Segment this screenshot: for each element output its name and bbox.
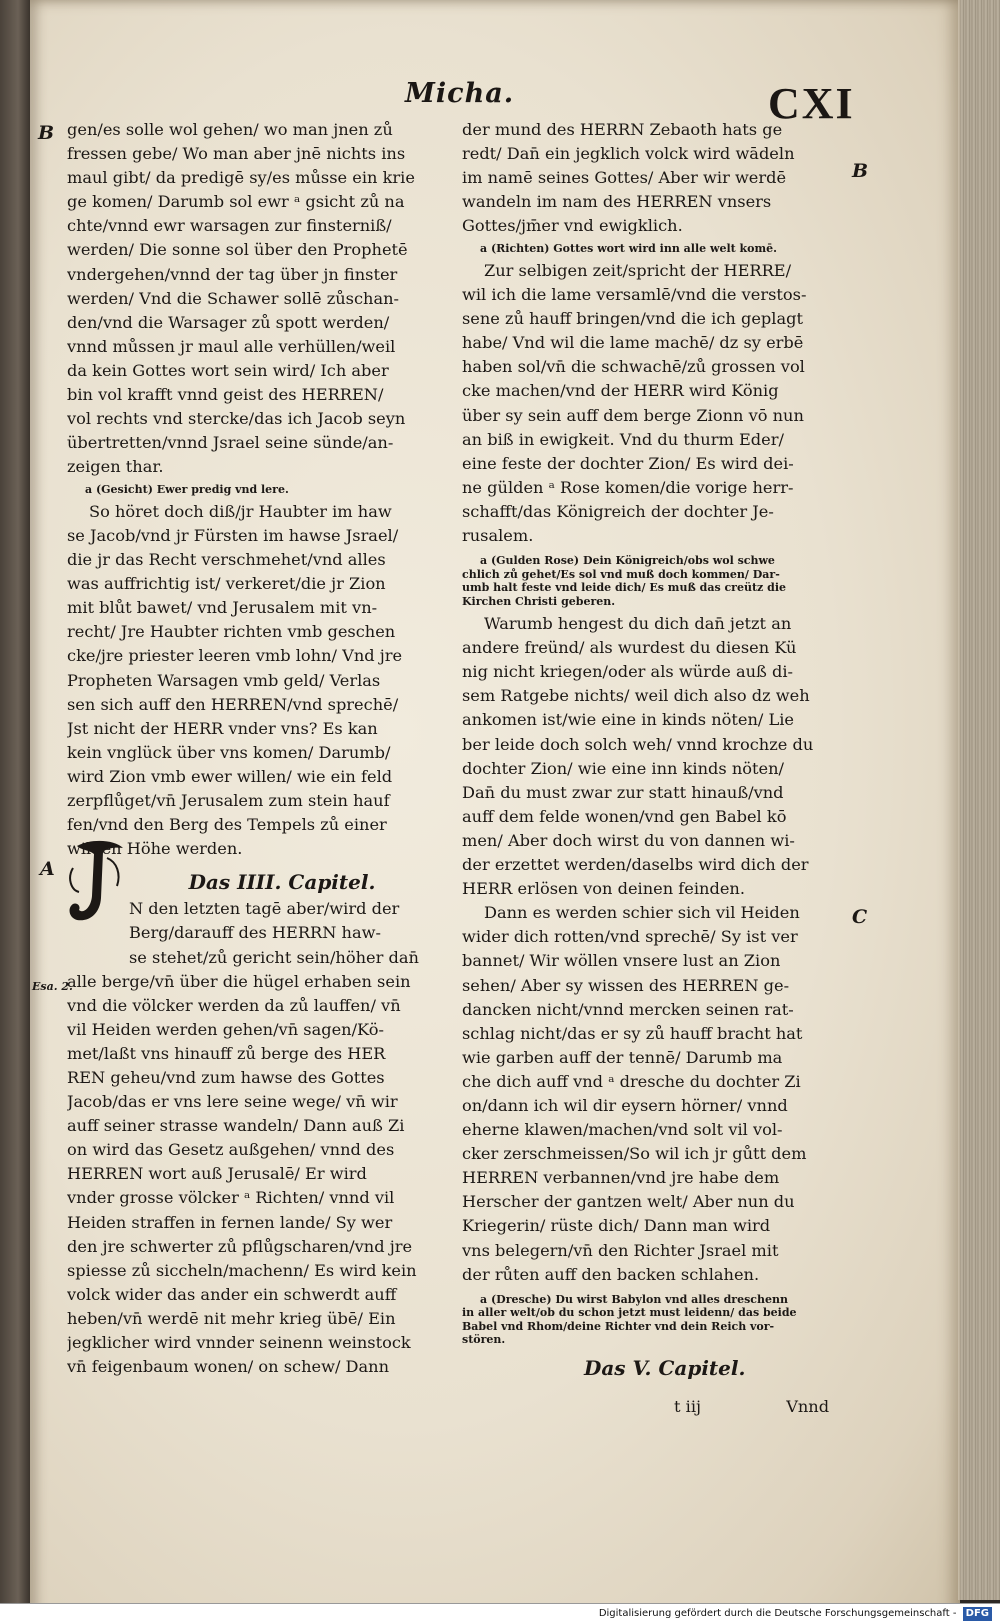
gloss-note-block	[462, 1293, 847, 1347]
text-line: fen/vnd den Berg des Tempels zů einer	[67, 815, 387, 835]
text-line: jegklicher wird vnnder seinenn weinstock	[67, 1333, 411, 1352]
text-line: che dich auff vnd ᵃ dresche du dochter Zi	[462, 1071, 801, 1091]
text-line: cke machen/vnd der HERR wird König	[462, 381, 779, 401]
text-line: cker zerschmeissen/So wil ich jr gůtt dem	[462, 1144, 807, 1164]
text-line: vndergehen/vnnd der tag über jn finster	[67, 264, 398, 284]
text-line: zeigen thar.	[67, 457, 164, 477]
text-line: fressen gebe/ Wo man aber jnē nichts ins	[67, 144, 406, 164]
text-line: ge komen/ Darumb sol ewr ᵃ gsicht zů na	[67, 192, 405, 212]
gloss-note: chlich zů gehet/Es sol vnd muß doch kommen/ Dar-	[462, 567, 780, 581]
text-line: was auffrichtig ist/ verkeret/die jr Zion	[67, 574, 386, 594]
left-column	[67, 118, 457, 1379]
text-line: on/dann ich wil dir eysern hörner/ vnnd	[462, 1095, 788, 1115]
text-line: vol rechts vnd stercke/das ich Jacob seyn	[67, 409, 406, 429]
text-line: übertretten/vnnd Jsrael seine sünde/an-	[67, 433, 394, 453]
text-line: wilden Höhe werden.	[67, 839, 243, 859]
gloss-note: a (Gulden Rose) Dein Königreich/obs wol schwe	[480, 554, 775, 568]
text-line: ne gülden ᵃ Rose komen/die vorige herr-	[462, 477, 794, 497]
text-line: met/laßt vns hinauff zů berge des HER	[67, 1043, 386, 1063]
signature-mark: t iij	[674, 1396, 702, 1416]
margin-mark-c-right: C	[852, 906, 868, 928]
text-line: kein vnglück über vns komen/ Darumb/	[67, 742, 391, 762]
text-line: eine feste der dochter Zion/ Es wird dei-	[462, 453, 794, 473]
text-line: sene zů hauff bringen/vnd die ich geplagt	[462, 309, 803, 329]
text-line: volck wider das ander ein schwerdt auff	[67, 1284, 397, 1304]
text-line: wil ich die lame versamlē/vnd die verstos-	[462, 285, 807, 305]
gloss-note: stören.	[462, 1333, 506, 1347]
text-line: Warumb hengest du dich dan̄ jetzt an	[484, 614, 792, 634]
text-line: der erzettet werden/daselbs wird dich der	[462, 855, 809, 875]
gloss-note: Kirchen Christi geberen.	[462, 594, 616, 608]
text-line: schlag nicht/das er sy zů hauff bracht hat	[462, 1023, 803, 1043]
text-line: haben sol/vn̄ die schwachē/zů grossen vol	[462, 357, 805, 377]
text-line: dancken nicht/vnnd mercken seinen rat-	[462, 999, 794, 1019]
text-line: sen sich auff den HERREN/vnd sprechē/	[67, 694, 399, 714]
text-line: Dan̄ du must zwar zur statt hinauß/vnd	[462, 782, 784, 802]
text-line: der mund des HERRN Zebaoth hats ge	[462, 120, 783, 139]
text-line: den jre schwerter zů pflůgscharen/vnd jre	[67, 1236, 413, 1256]
text-line: maul gibt/ da predigē sy/es můsse ein krie	[67, 168, 415, 188]
text-line: Heiden straffen in fernen lande/ Sy wer	[67, 1212, 393, 1232]
text-line: vn̄ feigenbaum wonen/ on schew/ Dann	[67, 1357, 390, 1377]
catchword: Vnnd	[786, 1396, 830, 1416]
text-line: N den letzten tagē aber/wird der	[129, 899, 400, 919]
text-line: auff dem felde wonen/vnd gen Babel kō	[462, 806, 787, 826]
gloss-note: Babel vnd Rhom/deine Richter vnd dein Reich vor-	[462, 1319, 775, 1333]
text-line: Herscher der gantzen welt/ Aber nun du	[462, 1192, 795, 1212]
signature-line	[462, 1395, 847, 1419]
digitization-footer	[0, 1603, 1000, 1623]
text-line: werden/ Vnd die Schawer sollē zůschan-	[67, 288, 400, 308]
margin-mark-b-left: B	[38, 122, 55, 144]
text-line: recht/ Jre Haubter richten vmb geschen	[67, 622, 396, 642]
right-column	[462, 118, 847, 1419]
text-line: auff seiner strasse wandeln/ Dann auß Zi	[67, 1116, 405, 1136]
text-line: Gottes/jm̄er vnd ewigklich.	[462, 216, 683, 236]
margin-mark-b-right: B	[852, 160, 869, 182]
text-line: eherne klawen/machen/vnd solt vil vol-	[462, 1120, 783, 1140]
text-line: redt/ Dan̄ ein jegklich volck wird wādeln	[462, 144, 795, 164]
running-title: Micha.	[405, 78, 515, 109]
text-line: alle berge/vn̄ über die hügel erhaben sein	[67, 971, 411, 991]
text-line: an biß in ewigkeit. Vnd du thurm Eder/	[462, 429, 784, 449]
text-line: REN geheu/vnd zum hawse des Gottes	[67, 1067, 385, 1087]
text-line: wider dich rotten/vnd sprechē/ Sy ist ver	[462, 927, 798, 947]
gloss-note-block	[462, 554, 847, 608]
text-line: habe/ Vnd wil die lame machē/ dz sy erbē	[462, 333, 804, 353]
text-line: im namē seines Gottes/ Aber wir werdē	[462, 168, 787, 188]
text-line: Berg/darauff des HERRN haw-	[129, 923, 381, 943]
text-line: wird Zion vmb ewer willen/ wie ein feld	[67, 766, 393, 786]
text-line: zerpflůget/vn̄ Jerusalem zum stein hauf	[67, 791, 390, 811]
text-line: chte/vnnd ewr warsagen zur finsterniß/	[67, 216, 392, 236]
text-line: Jacob/das er vns lere seine wege/ vn̄ wir	[67, 1092, 398, 1112]
text-line: spiesse zů siccheln/machenn/ Es wird kein	[67, 1260, 417, 1280]
footer-text: Digitalisierung gefördert durch die Deutsche Forschungsgemeinschaft -	[598, 1608, 957, 1619]
text-line: nig nicht kriegen/oder als würde auß di-	[462, 662, 793, 682]
dfg-logo-icon: DFG	[963, 1607, 992, 1621]
text-line: vns belegern/vn̄ den Richter Jsrael mit	[462, 1240, 779, 1260]
text-line: HERR erlösen von deinen feinden.	[462, 879, 745, 899]
text-line: se stehet/zů gericht sein/höher dan̄	[129, 947, 419, 967]
text-line: die jr das Recht verschmehet/vnd alles	[67, 550, 386, 570]
text-line: Dann es werden schier sich vil Heiden	[484, 903, 800, 923]
text-line: über sy sein auff dem berge Zionn vō nun	[462, 405, 804, 425]
text-line: wie garben auff der tennē/ Darumb ma	[462, 1047, 783, 1067]
text-line: schafft/das Königreich der dochter Je-	[462, 501, 774, 521]
text-line: werden/ Die sonne sol über den Prophetē	[67, 240, 408, 260]
text-line: vnnd můssen jr maul alle verhüllen/weil	[67, 336, 396, 356]
gloss-note: a (Richten) Gottes wort wird inn alle welt komē.	[480, 242, 777, 256]
drop-cap-lines	[67, 897, 457, 969]
text-line: on wird das Gesetz außgehen/ vnnd des	[67, 1140, 395, 1160]
text-line: mit blůt bawet/ vnd Jerusalem mit vn-	[67, 598, 378, 618]
chapter-heading-iv: Das IIII. Capitel.	[188, 870, 376, 895]
text-line: sem Ratgebe nichts/ weil dich also dz weh	[462, 686, 810, 706]
text-line: vnd die völcker werden da zů lauffen/ vn̄	[67, 995, 401, 1015]
text-line: vnder grosse völcker ᵃ Richten/ vnnd vil	[67, 1188, 395, 1208]
text-line: cke/jre priester leeren vmb lohn/ Vnd jre	[67, 646, 403, 666]
text-line: HERREN verbannen/vnd jre habe dem	[462, 1168, 780, 1188]
text-line: dochter Zion/ wie eine inn kinds nöten/	[462, 758, 784, 778]
text-line: gen/es solle wol gehen/ wo man jnen zů	[67, 120, 393, 139]
text-line: heben/vn̄ werdē nit mehr krieg übē/ Ein	[67, 1308, 396, 1328]
cross-reference: Esa. 2.	[32, 980, 73, 993]
gloss-note: a (Gesicht) Ewer predig vnd lere.	[85, 483, 289, 497]
chapter-heading-v: Das V. Capitel.	[584, 1355, 746, 1380]
text-line: men/ Aber doch wirst du von dannen wi-	[462, 830, 795, 850]
text-line: Zur selbigen zeit/spricht der HERRE/	[484, 260, 792, 280]
text-line: ber leide doch solch weh/ vnnd krochze du	[462, 734, 814, 754]
gloss-note: umb halt feste vnd leide dich/ Es muß das creütz die	[462, 581, 786, 595]
text-line: bin vol krafft vnnd geist des HERREN/	[67, 385, 384, 405]
text-line: se Jacob/vnd jr Fürsten im hawse Jsrael/	[67, 526, 399, 545]
folio-number: CXI	[768, 79, 855, 128]
gloss-note: in aller welt/ob du schon jetzt must leidenn/ das beide	[462, 1306, 797, 1320]
text-line: andere freünd/ als wurdest du diesen Kü	[462, 638, 797, 658]
text-line: der růten auff den backen schlahen.	[462, 1264, 760, 1284]
text-line: So höret doch diß/jr Haubter im haw	[89, 501, 392, 521]
text-line: wandeln im nam des HERREN vnsers	[462, 192, 772, 212]
text-line: ankomen ist/wie eine in kinds nöten/ Lie	[462, 710, 795, 730]
text-line: Kriegerin/ rüste dich/ Dann man wird	[462, 1216, 771, 1236]
text-line: bannet/ Wir wöllen vnsere lust an Zion	[462, 951, 781, 971]
page-edges	[958, 0, 1000, 1600]
text-line: vil Heiden werden gehen/vn̄ sagen/Kö-	[67, 1019, 384, 1039]
text-line: sehen/ Aber sy wissen des HERREN ge-	[462, 975, 790, 995]
text-line: da kein Gottes wort sein wird/ Ich aber	[67, 360, 389, 380]
text-line: HERREN wort auß Jerusalē/ Er wird	[67, 1164, 367, 1184]
text-line: Propheten Warsagen vmb geld/ Verlas	[67, 670, 381, 690]
margin-mark-a-left: A	[40, 858, 55, 880]
text-line: den/vnd die Warsager zů spott werden/	[67, 312, 390, 332]
text-line: Jst nicht der HERR vnder vns? Es kan	[67, 718, 378, 738]
text-line: rusalem.	[462, 526, 534, 545]
gloss-note: a (Dresche) Du wirst Babylon vnd alles dreschenn	[480, 1292, 788, 1306]
